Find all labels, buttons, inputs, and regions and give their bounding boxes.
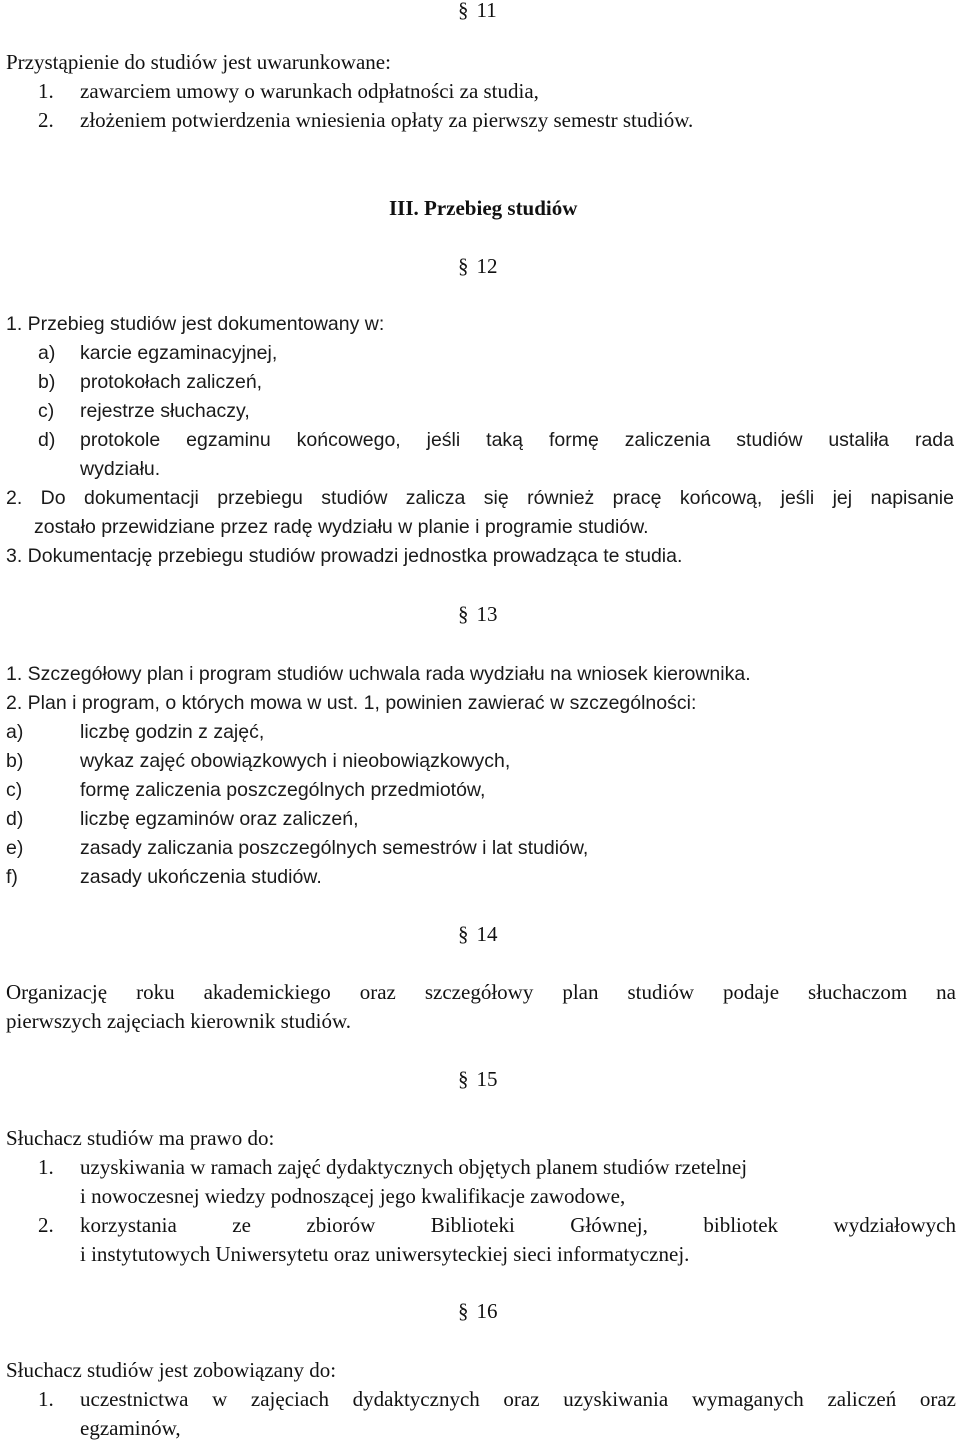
section-16-intro: Słuchacz studiów jest zobowiązany do: bbox=[6, 1358, 337, 1382]
paragraph: 1. Przebieg studiów jest dokumentowany w: bbox=[6, 313, 385, 335]
list-item-continuation: i nowoczesnej wiedzy podnoszącej jego kwalifikacje zawodowe, bbox=[80, 1184, 626, 1208]
section-16-heading bbox=[458, 1297, 498, 1326]
section-number: 12 bbox=[476, 254, 498, 278]
list-item-marker: c) bbox=[6, 779, 23, 801]
list-item-text: rejestrze słuchaczy, bbox=[80, 400, 250, 422]
paragraph: 2. Plan i program, o których mowa w ust. 1, powinien zawierać w szczególności: bbox=[6, 692, 697, 714]
section-sign-icon: § bbox=[458, 1067, 469, 1091]
section-11-heading bbox=[458, 0, 497, 25]
list-item-number: 1. bbox=[38, 79, 54, 103]
paragraph: 3. Dokumentację przebiegu studiów prowadzi jednostka prowadząca te studia. bbox=[6, 545, 683, 567]
list-item-marker: d) bbox=[38, 429, 56, 451]
section-sign-icon: § bbox=[458, 0, 469, 22]
list-item-text: uzyskiwania w ramach zajęć dydaktycznych objętych planem studiów rzetelnej bbox=[80, 1155, 748, 1179]
paragraph-continuation: pierwszych zajęciach kierownik studiów. bbox=[6, 1009, 352, 1033]
paragraph-continuation: zostało przewidziane przez radę wydziału w planie i programie studiów. bbox=[34, 516, 649, 538]
list-item-text: liczbę egzaminów oraz zaliczeń, bbox=[80, 808, 359, 830]
list-item-continuation: egzaminów, bbox=[80, 1416, 181, 1440]
list-item-marker: a) bbox=[38, 342, 56, 364]
list-item-marker: e) bbox=[6, 837, 24, 859]
section-14-heading bbox=[458, 920, 498, 949]
list-item-continuation: i instytutowych Uniwersytetu oraz uniwersyteckiej sieci informatycznej. bbox=[80, 1242, 690, 1266]
list-item-text: złożeniem potwierdzenia wniesienia opłaty za pierwszy semestr studiów. bbox=[80, 108, 694, 132]
list-item-marker: c) bbox=[38, 400, 55, 422]
paragraph: 1. Szczegółowy plan i program studiów uchwala rada wydziału na wniosek kierownika. bbox=[6, 663, 751, 685]
list-item-number: 1. bbox=[38, 1155, 54, 1179]
section-15-heading bbox=[458, 1065, 498, 1094]
list-item-marker: b) bbox=[6, 750, 24, 772]
list-item-marker: b) bbox=[38, 371, 56, 393]
section-11-intro: Przystąpienie do studiów jest uwarunkowane: bbox=[6, 50, 391, 74]
list-item-text: zawarciem umowy o warunkach odpłatności za studia, bbox=[80, 79, 539, 103]
list-item-text: formę zaliczenia poszczególnych przedmiotów, bbox=[80, 779, 486, 801]
section-13-heading bbox=[458, 600, 498, 629]
section-15-intro: Słuchacz studiów ma prawo do: bbox=[6, 1126, 275, 1150]
section-number: 16 bbox=[476, 1299, 498, 1323]
chapter-heading: III. Przebieg studiów bbox=[389, 196, 578, 220]
list-item-number: 2. bbox=[38, 108, 54, 132]
section-sign-icon: § bbox=[458, 602, 469, 626]
list-item-text: wykaz zajęć obowiązkowych i nieobowiązkowych, bbox=[80, 750, 511, 772]
section-number: 11 bbox=[476, 0, 497, 22]
list-item-marker: f) bbox=[6, 866, 18, 888]
list-item-text: karcie egzaminacyjnej, bbox=[80, 342, 278, 364]
list-item-marker: d) bbox=[6, 808, 24, 830]
section-sign-icon: § bbox=[458, 254, 469, 278]
section-number: 15 bbox=[476, 1067, 498, 1091]
list-item-text: uczestnictwa w zajęciach dydaktycznych oraz uzyskiwania wymaganych zaliczeń oraz bbox=[80, 1387, 956, 1411]
list-item-marker: a) bbox=[6, 721, 24, 743]
paragraph: Organizację roku akademickiego oraz szczegółowy plan studiów podaje słuchaczom na bbox=[6, 980, 956, 1004]
list-item-number: 2. bbox=[38, 1213, 54, 1237]
list-item-text: zasady zaliczania poszczególnych semestrów i lat studiów, bbox=[80, 837, 589, 859]
section-sign-icon: § bbox=[458, 922, 469, 946]
list-item-continuation: wydziału. bbox=[80, 458, 161, 480]
list-item-text: liczbę godzin z zajęć, bbox=[80, 721, 265, 743]
paragraph: 2. Do dokumentacji przebiegu studiów zalicza się również pracę końcową, jeśli jej napisanie bbox=[6, 487, 954, 509]
section-number: 13 bbox=[476, 602, 498, 626]
section-sign-icon: § bbox=[458, 1299, 469, 1323]
section-12-heading bbox=[458, 252, 498, 281]
list-item-text: protokole egzaminu końcowego, jeśli taką formę zaliczenia studiów ustaliła rada bbox=[80, 429, 954, 451]
list-item-text: protokołach zaliczeń, bbox=[80, 371, 263, 393]
list-item-text: korzystania ze zbiorów Biblioteki Głównej, bibliotek wydziałowych bbox=[80, 1213, 956, 1237]
section-number: 14 bbox=[476, 922, 498, 946]
list-item-number: 1. bbox=[38, 1387, 54, 1411]
list-item-text: zasady ukończenia studiów. bbox=[80, 866, 322, 888]
